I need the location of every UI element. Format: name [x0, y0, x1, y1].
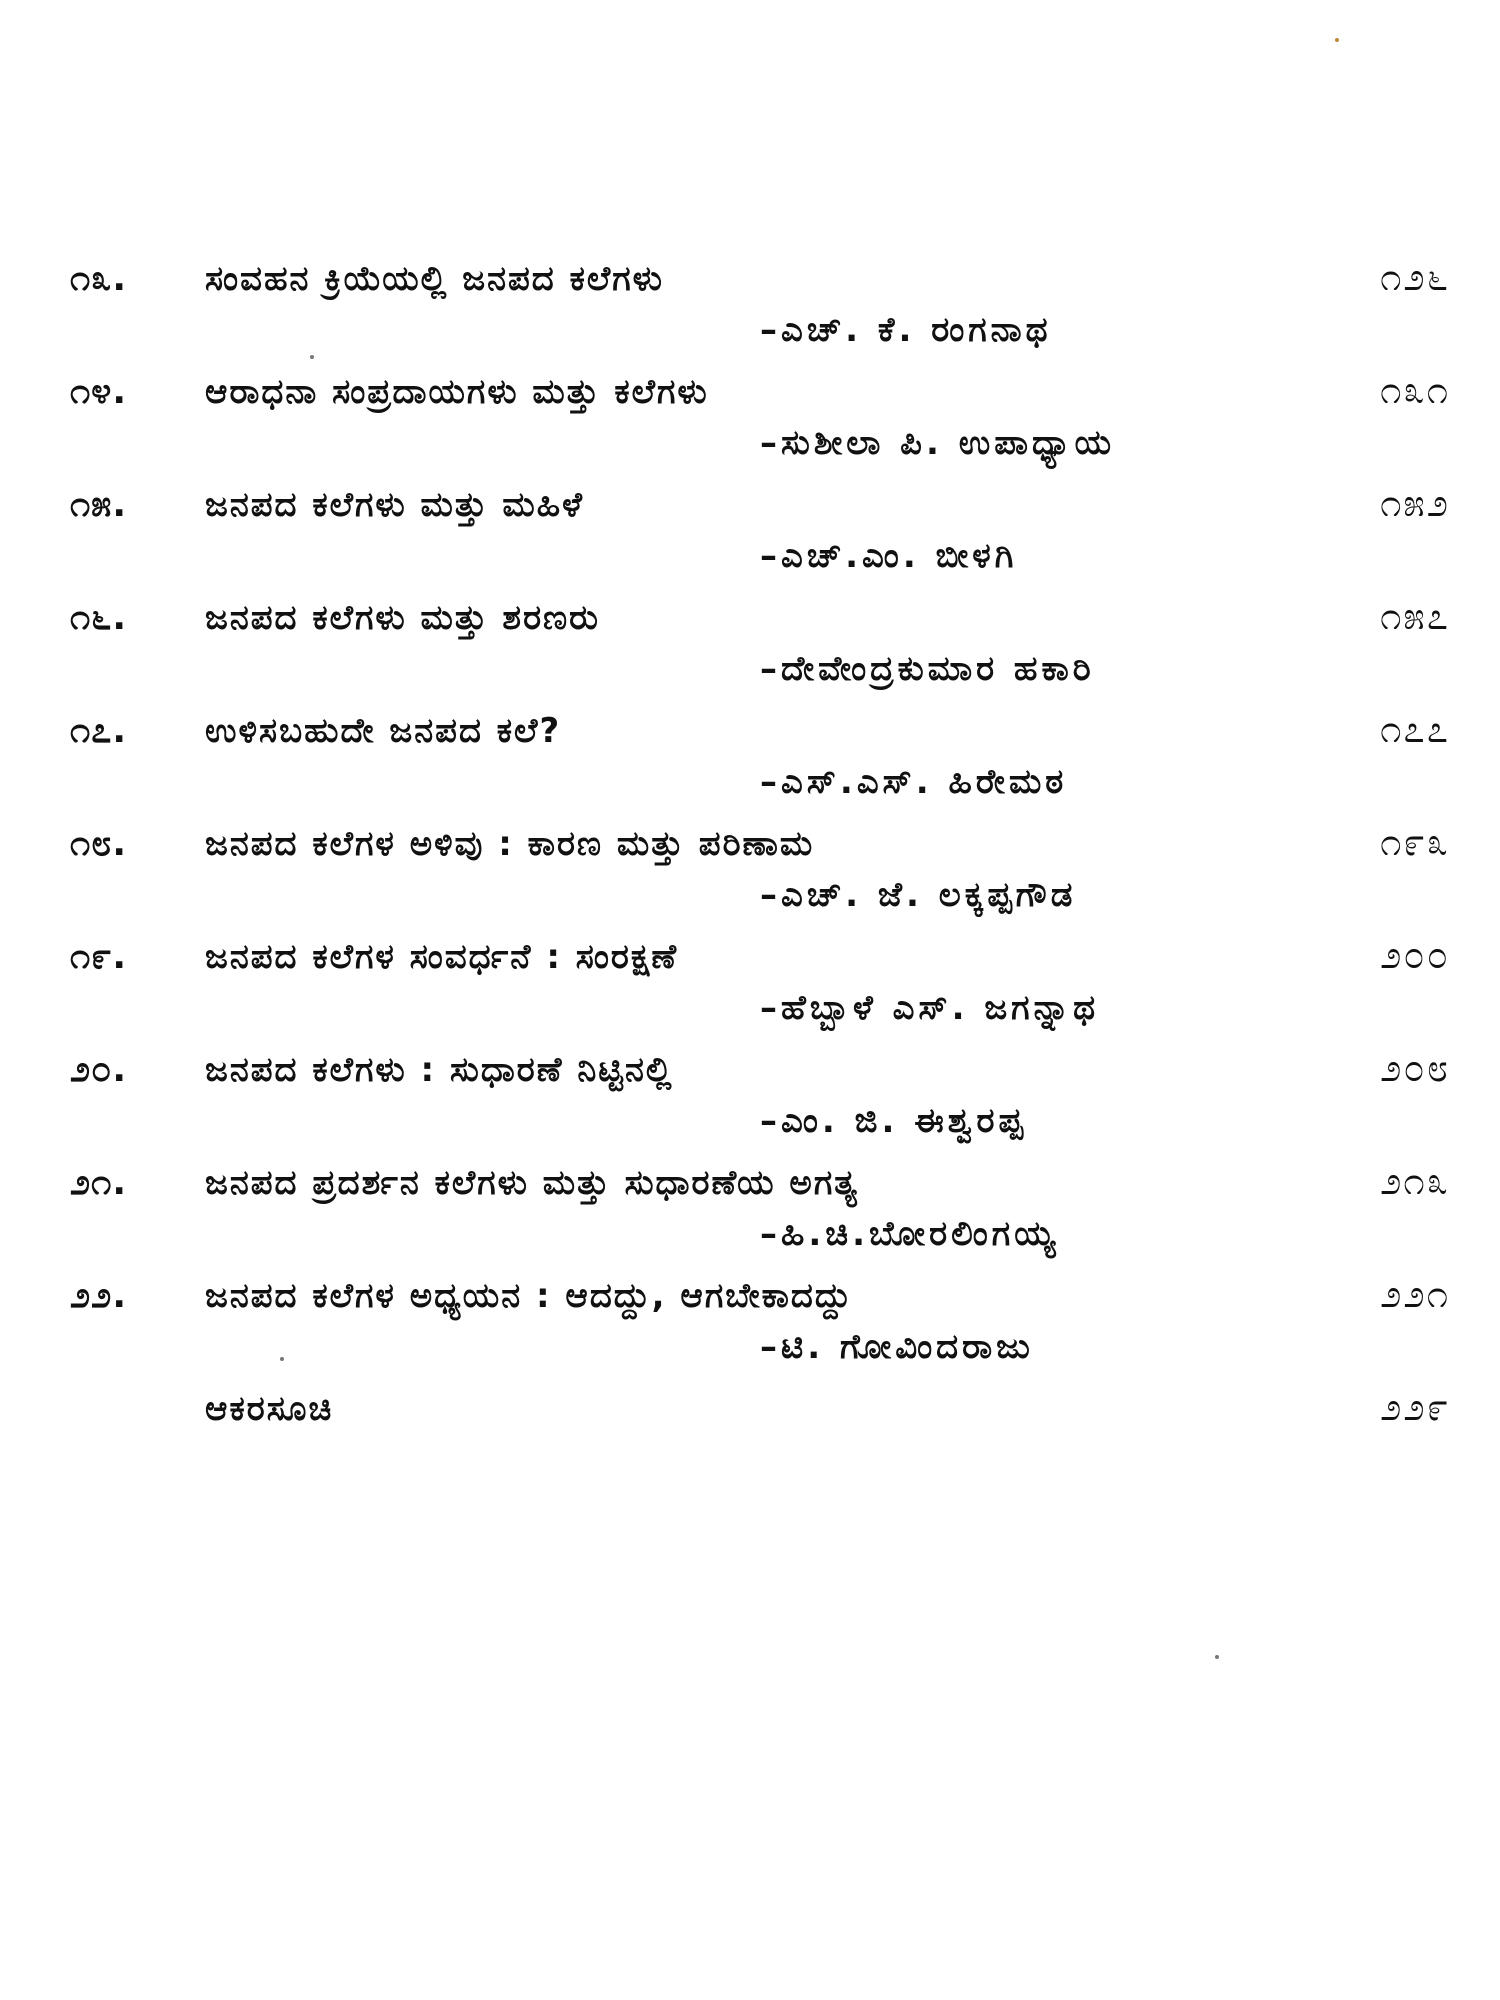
entry-page-number: ೧೨೬	[1380, 255, 1450, 299]
toc-entry-21	[70, 1159, 1450, 1272]
entry-number: ೧೭.	[70, 710, 127, 751]
entry-number: ೧೫.	[70, 484, 127, 525]
entry-number: ೧೬.	[70, 597, 127, 638]
toc-entry-20	[70, 1046, 1450, 1159]
scan-speck	[280, 1357, 284, 1361]
entry-page-number: ೧೫೭	[1380, 594, 1450, 638]
entry-page-number: ೧೯೩	[1380, 820, 1450, 864]
scan-speck	[1335, 38, 1339, 42]
entry-author: –ಹೆಬ್ಬಾಳೆ ಎಸ್. ಜಗನ್ನಾಥ	[760, 988, 1100, 1028]
entry-title: ಸಂವಹನ ಕ್ರಿಯೆಯಲ್ಲಿ ಜನಪದ ಕಲೆಗಳು	[205, 259, 664, 299]
toc-entry-14	[70, 368, 1450, 481]
toc-entry-19	[70, 933, 1450, 1046]
entry-number: ೧೯.	[70, 936, 127, 977]
entry-number: ೨೧.	[70, 1162, 127, 1203]
entry-title: ಜನಪದ ಕಲೆಗಳು ಮತ್ತು ಶರಣರು	[205, 598, 600, 638]
entry-title: ಆರಾಧನಾ ಸಂಪ್ರದಾಯಗಳು ಮತ್ತು ಕಲೆಗಳು	[205, 372, 709, 412]
toc-entry-index	[70, 1385, 1450, 1498]
entry-title: ಜನಪದ ಕಲೆಗಳು : ಸುಧಾರಣೆ ನಿಟ್ಟಿನಲ್ಲಿ	[205, 1050, 674, 1090]
toc-entry-17	[70, 707, 1450, 820]
entry-title: ಜನಪದ ಕಲೆಗಳ ಅಧ್ಯಯನ : ಆದದ್ದು, ಆಗಬೇಕಾದದ್ದು	[205, 1276, 853, 1316]
entry-author: –ಟಿ. ಗೋವಿಂದರಾಜು	[760, 1327, 1034, 1367]
toc-entry-15	[70, 481, 1450, 594]
entry-author: –ಎಚ್. ಕೆ. ರಂಗನಾಥ	[760, 310, 1052, 350]
entry-author: –ಹಿ.ಚಿ.ಬೋರಲಿಂಗಯ್ಯ	[760, 1214, 1060, 1254]
entry-number: ೨೦.	[70, 1049, 127, 1090]
index-title: ಆಕರಸೂಚಿ	[205, 1389, 334, 1429]
scan-speck	[1215, 1655, 1219, 1659]
entry-number: ೧೩.	[70, 258, 127, 299]
entry-page-number: ೨೦೦	[1380, 933, 1450, 977]
entry-page-number: ೨೦೮	[1380, 1046, 1450, 1090]
entry-number: ೨೨.	[70, 1275, 127, 1316]
scan-speck	[310, 355, 314, 359]
toc-entry-22	[70, 1272, 1450, 1385]
entry-number: ೧೮.	[70, 823, 127, 864]
table-of-contents	[70, 255, 1450, 1498]
toc-entry-18	[70, 820, 1450, 933]
entry-author: –ದೇವೇಂದ್ರಕುಮಾರ ಹಕಾರಿ	[760, 649, 1095, 689]
toc-entry-13	[70, 255, 1450, 368]
entry-title: ಜನಪದ ಕಲೆಗಳ ಅಳಿವು : ಕಾರಣ ಮತ್ತು ಪರಿಣಾಮ	[205, 824, 815, 864]
index-page-number: ೨೨೯	[1380, 1385, 1450, 1429]
entry-page-number: ೧೩೧	[1380, 368, 1450, 412]
entry-title: ಜನಪದ ಪ್ರದರ್ಶನ ಕಲೆಗಳು ಮತ್ತು ಸುಧಾರಣೆಯ ಅಗತ್ಯ	[205, 1163, 859, 1203]
entry-title: ಜನಪದ ಕಲೆಗಳು ಮತ್ತು ಮಹಿಳೆ	[205, 485, 584, 525]
entry-author: –ಸುಶೀಲಾ ಪಿ. ಉಪಾಧ್ಯಾಯ	[760, 423, 1116, 463]
entry-author: –ಎಚ್. ಜೆ. ಲಕ್ಕಪ್ಪಗೌಡ	[760, 875, 1077, 915]
entry-author: –ಎಂ. ಜಿ. ಈಶ್ವರಪ್ಪ	[760, 1101, 1027, 1141]
entry-number: ೧೪.	[70, 371, 127, 412]
entry-page-number: ೨೨೧	[1380, 1272, 1450, 1316]
entry-page-number: ೨೧೩	[1380, 1159, 1450, 1203]
entry-page-number: ೧೫೨	[1380, 481, 1450, 525]
entry-author: –ಎಸ್.ಎಸ್. ಹಿರೇಮಠ	[760, 762, 1068, 802]
entry-page-number: ೧೭೭	[1380, 707, 1450, 751]
entry-title: ಉಳಿಸಬಹುದೇ ಜನಪದ ಕಲೆ?	[205, 711, 562, 751]
entry-title: ಜನಪದ ಕಲೆಗಳ ಸಂವರ್ಧನೆ : ಸಂರಕ್ಷಣೆ	[205, 937, 679, 977]
toc-entry-16	[70, 594, 1450, 707]
entry-author: –ಎಚ್.ಎಂ. ಬೀಳಗಿ	[760, 536, 1018, 576]
